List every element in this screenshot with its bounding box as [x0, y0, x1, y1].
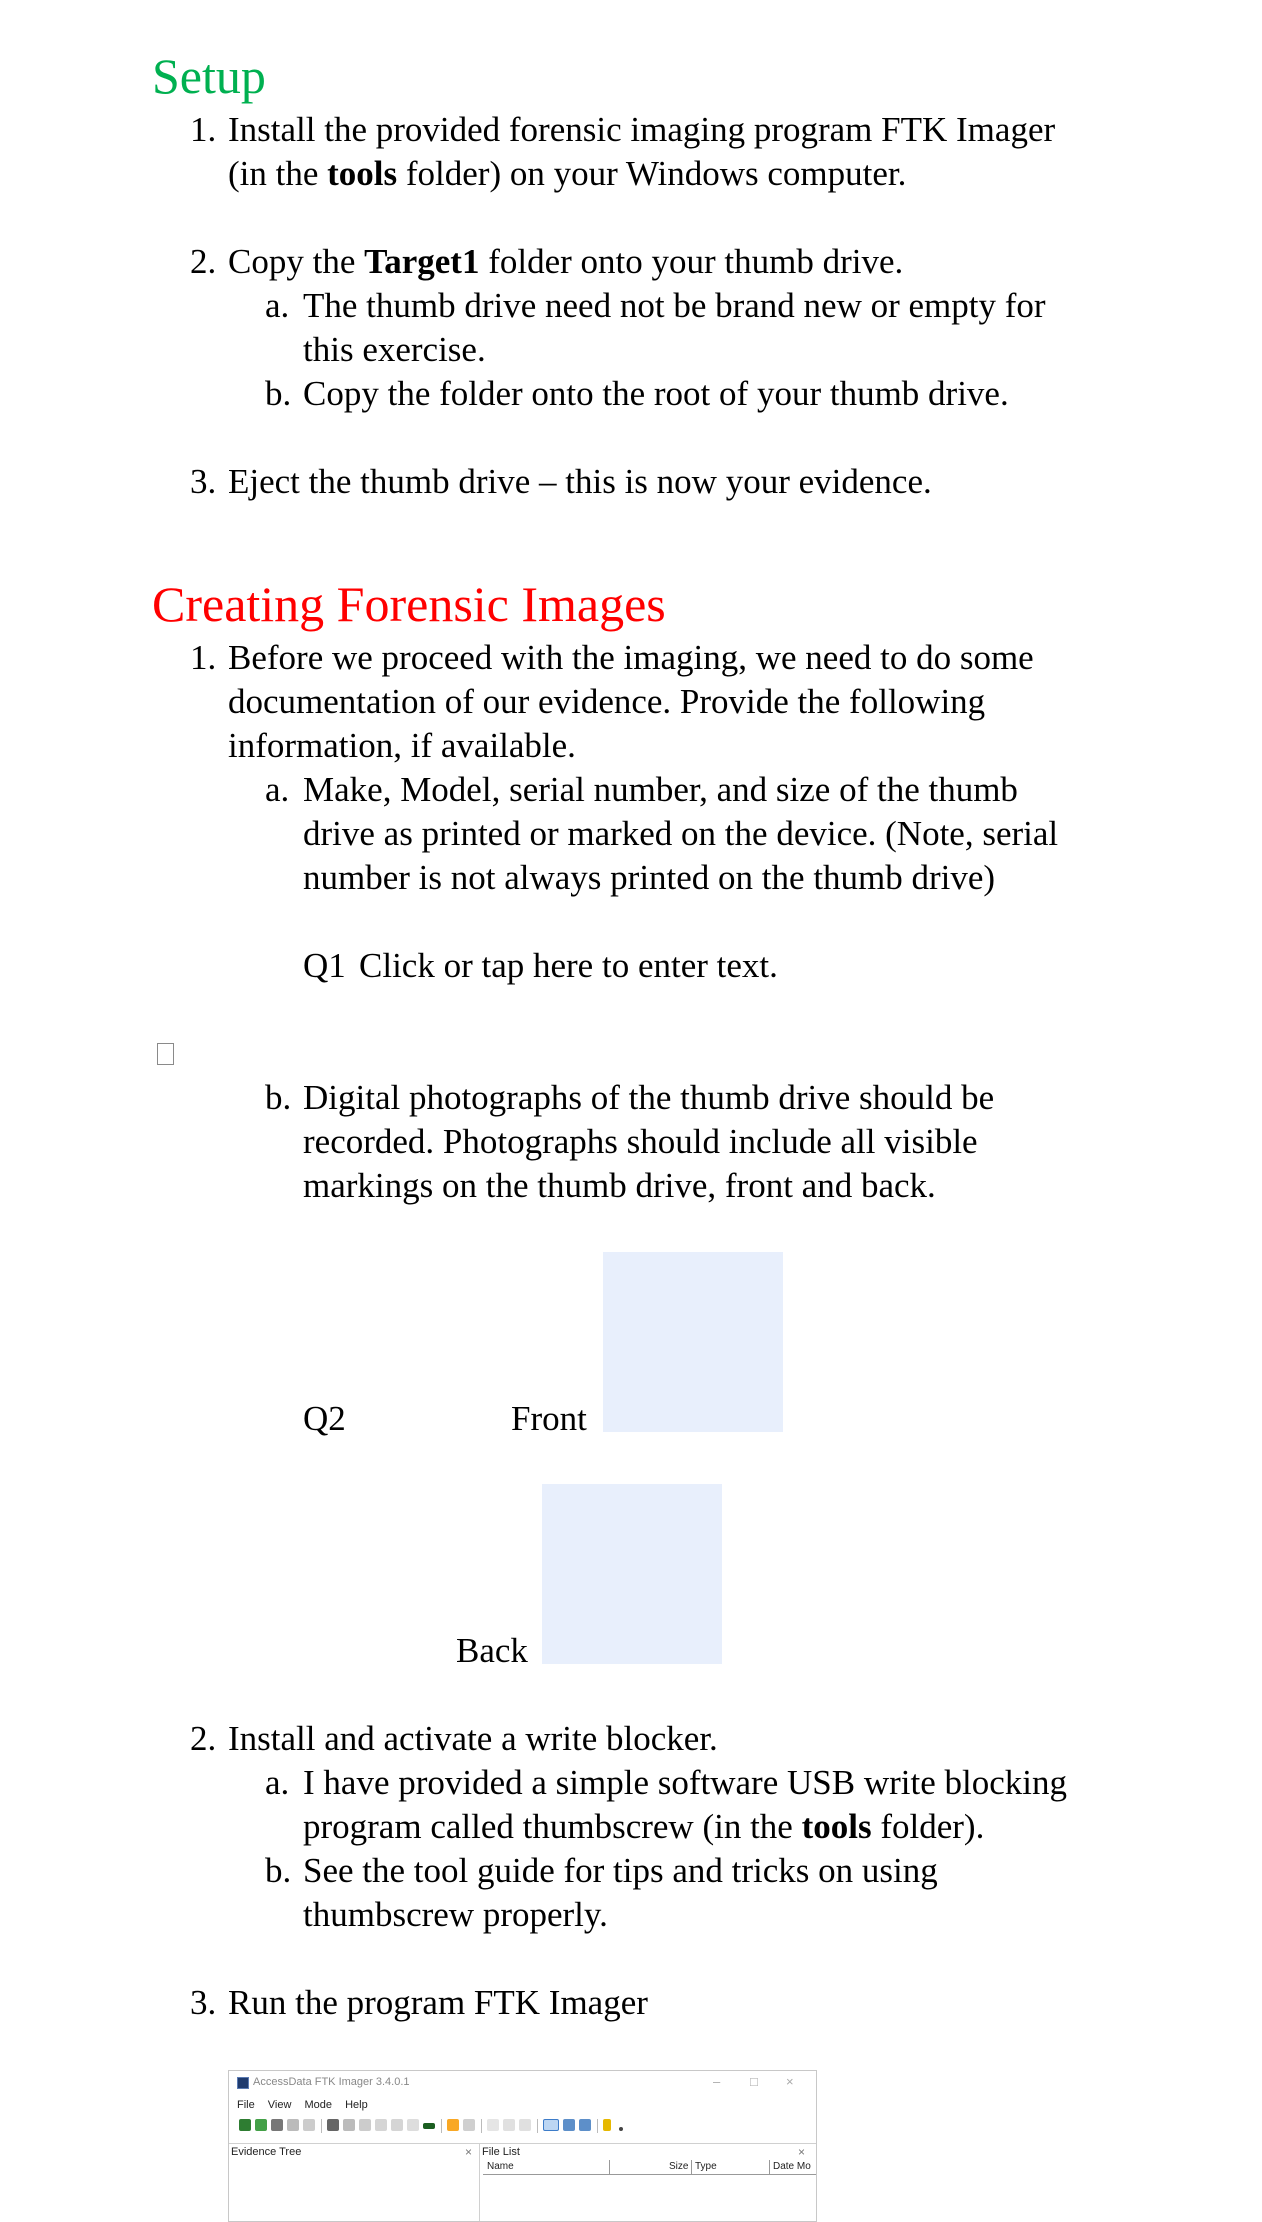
setup-step1-line2: (in the tools folder) on your Windows computer.	[228, 154, 907, 193]
cfi-step2a-line2: program called thumbscrew (in the tools folder).	[303, 1807, 985, 1846]
cfi-step1a-line3: number is not always printed on the thumb drive)	[303, 858, 996, 897]
export-image-icon	[343, 2119, 355, 2131]
obtain-protected-files-icon	[391, 2119, 403, 2131]
add-to-custom-icon	[519, 2119, 531, 2131]
ftk-menu-help: Help	[345, 2099, 368, 2111]
setup-step3-number: 3.	[190, 462, 217, 501]
cfi-step1-line1: Before we proceed with the imaging, we need to do some	[228, 638, 1034, 677]
detect-encryption-icon	[407, 2119, 419, 2131]
setup-step2-text: Copy the Target1 folder onto your thumb drive.	[228, 242, 904, 281]
cfi-step1a-label: a.	[265, 770, 290, 809]
tools-folder-name: tools	[327, 154, 398, 193]
setup-step2a-line1: The thumb drive need not be brand new or empty for	[303, 286, 1046, 325]
cfi-step1-line3: information, if available.	[228, 726, 576, 765]
progress-indicator-icon	[423, 2123, 435, 2129]
cfi-step3-text: Run the program FTK Imager	[228, 1983, 648, 2022]
cfi-step1-number: 1.	[190, 638, 217, 677]
column-separator	[769, 2160, 770, 2174]
export-files-icon	[487, 2119, 499, 2131]
ftk-toolbar	[235, 2117, 695, 2135]
toolbar-separator	[321, 2119, 322, 2133]
toolbar-separator	[537, 2119, 538, 2133]
cfi-step1a-line1: Make, Model, serial number, and size of the thumb	[303, 770, 1018, 809]
view-hex-icon	[579, 2119, 591, 2131]
column-separator	[609, 2160, 610, 2174]
cfi-step3-number: 3.	[190, 1983, 217, 2022]
front-photo-placeholder[interactable]	[603, 1252, 783, 1432]
toolbar-separator	[481, 2119, 482, 2133]
cfi-step2-text: Install and activate a write blocker.	[228, 1719, 718, 1758]
column-name: Name	[487, 2161, 514, 2172]
whats-this-icon	[619, 2127, 623, 2131]
column-separator	[691, 2160, 692, 2174]
answer-checkbox[interactable]	[157, 1043, 174, 1065]
minimize-icon: –	[713, 2074, 721, 2089]
cfi-step1a-line2: drive as printed or marked on the device. (Note, serial	[303, 814, 1059, 853]
target1-folder-name: Target1	[364, 242, 480, 281]
cfi-step2b-line2: thumbscrew properly.	[303, 1895, 608, 1934]
file-list-columns	[483, 2160, 817, 2175]
close-icon: ×	[798, 2145, 806, 2159]
export-hash-icon	[359, 2119, 371, 2131]
cfi-step2-number: 2.	[190, 1719, 217, 1758]
view-auto-icon	[543, 2119, 559, 2131]
close-icon: ×	[786, 2074, 794, 2089]
back-photo-label: Back	[456, 1631, 528, 1670]
remove-evidence-icon	[287, 2119, 299, 2131]
setup-step2b-line1: Copy the folder onto the root of your thumb drive.	[303, 374, 1009, 413]
create-image-icon	[327, 2119, 339, 2131]
maximize-icon: □	[750, 2074, 758, 2089]
front-photo-label: Front	[511, 1399, 587, 1438]
capture-memory-icon	[375, 2119, 387, 2131]
cfi-step1-line2: documentation of our evidence. Provide the following	[228, 682, 986, 721]
image-mounting-icon	[271, 2119, 283, 2131]
ftk-menu-view: View	[267, 2099, 292, 2111]
toolbar-separator	[441, 2119, 442, 2133]
ftk-window-title: AccessData FTK Imager 3.4.0.1	[253, 2076, 410, 2088]
cfi-step1b-line2: recorded. Photographs should include all visible	[303, 1122, 978, 1161]
ftk-menu-file: File	[237, 2099, 255, 2111]
file-list-header: File List	[482, 2146, 520, 2158]
setup-step2-number: 2.	[190, 242, 217, 281]
custom-content-icon	[447, 2119, 459, 2131]
cfi-step1b-label: b.	[265, 1078, 292, 1117]
cfi-step2a-line1: I have provided a simple software USB write blocking	[303, 1763, 1067, 1802]
remove-all-icon	[303, 2119, 315, 2131]
back-photo-placeholder[interactable]	[542, 1484, 722, 1664]
verify-drive-icon	[463, 2119, 475, 2131]
help-icon	[603, 2119, 611, 2131]
setup-step2b-label: b.	[265, 374, 292, 413]
cfi-step2b-line1: See the tool guide for tips and tricks on using	[303, 1851, 938, 1890]
cfi-step2b-label: b.	[265, 1851, 292, 1890]
q1-label: Q1	[303, 946, 346, 985]
q2-label: Q2	[303, 1399, 346, 1438]
evidence-tree-pane	[229, 2143, 480, 2222]
column-size: Size	[669, 2161, 689, 2172]
setup-heading: Setup	[152, 48, 266, 104]
setup-step2a-label: a.	[265, 286, 290, 325]
setup-step2a-line2: this exercise.	[303, 330, 486, 369]
ftk-menu-mode: Mode	[304, 2099, 333, 2111]
ftk-imager-screenshot	[228, 2070, 817, 2222]
export-file-hash-icon	[503, 2119, 515, 2131]
setup-step1-line1: Install the provided forensic imaging program FTK Imager	[228, 110, 1056, 149]
cfi-step2a-label: a.	[265, 1763, 290, 1802]
add-evidence-icon	[239, 2119, 251, 2131]
column-date-modified: Date Mo	[773, 2161, 811, 2172]
tools-folder-name: tools	[801, 1807, 872, 1846]
creating-forensic-images-heading: Creating Forensic Images	[152, 576, 666, 632]
close-icon: ×	[465, 2145, 473, 2159]
setup-step1-number: 1.	[190, 110, 217, 149]
view-text-icon	[563, 2119, 575, 2131]
ftk-app-icon	[237, 2077, 249, 2089]
setup-step3-text: Eject the thumb drive – this is now your evidence.	[228, 462, 932, 501]
ftk-titlebar	[229, 2071, 816, 2093]
toolbar-separator	[597, 2119, 598, 2133]
cfi-step1b-line1: Digital photographs of the thumb drive should be	[303, 1078, 995, 1117]
add-all-devices-icon	[255, 2119, 267, 2131]
file-list-pane	[480, 2143, 816, 2222]
evidence-tree-header: Evidence Tree	[231, 2146, 302, 2158]
cfi-step1b-line3: markings on the thumb drive, front and back.	[303, 1166, 936, 1205]
column-type: Type	[695, 2161, 717, 2172]
q1-text-field[interactable]: Click or tap here to enter text.	[359, 946, 778, 985]
ftk-menubar	[237, 2099, 378, 2111]
